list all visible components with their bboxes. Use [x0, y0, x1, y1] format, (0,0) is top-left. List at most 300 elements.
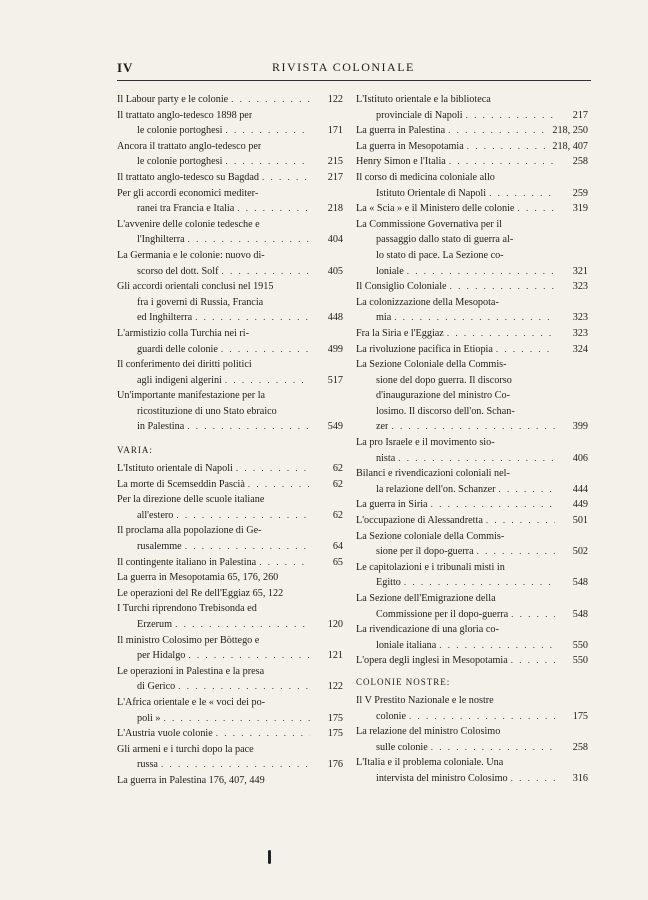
page-reference: 321 [572, 265, 588, 277]
page-reference: 175 [572, 710, 588, 722]
index-entry [117, 633, 343, 664]
leader-dots [185, 539, 310, 555]
index-entry [356, 92, 588, 123]
page-reference: 444 [572, 483, 588, 495]
entry-text: provinciale di Napoli [376, 109, 463, 121]
index-entry [356, 170, 588, 201]
entry-line [117, 404, 343, 420]
page-reference: 399 [572, 421, 588, 433]
entry-text: la relazione dell'on. Schanzer [376, 483, 496, 495]
leader-dots [225, 123, 310, 139]
leader-dots [439, 638, 555, 654]
index-entry [117, 388, 343, 435]
leader-dots [225, 373, 310, 389]
leader-dots [225, 154, 310, 170]
entry-text: in Palestina [137, 421, 185, 433]
entry-line [356, 482, 588, 498]
entry-text: La rivendicazione di una gloria co- [356, 624, 499, 636]
index-entry [117, 570, 343, 586]
index-entry [117, 357, 343, 388]
leader-dots [448, 123, 549, 139]
page-reference: 218, 250 [552, 125, 588, 137]
leader-dots [175, 617, 310, 633]
entry-line [356, 466, 588, 482]
entry-line [117, 492, 343, 508]
leader-dots [466, 108, 555, 124]
header-rule [117, 80, 591, 81]
leader-dots [391, 419, 555, 435]
leader-dots [447, 326, 555, 342]
leader-dots [195, 310, 310, 326]
entry-line [117, 695, 343, 711]
entry-text: russa [137, 759, 158, 771]
left-column [117, 92, 343, 789]
entry-text: La Sezione Coloniale della Commis- [356, 359, 507, 371]
entry-line [356, 123, 588, 139]
page-reference: 550 [572, 639, 588, 651]
entry-line [356, 638, 588, 654]
index-entry [117, 326, 343, 357]
section-heading-colonie-nostre: COLONIE NOSTRE: [356, 676, 451, 687]
entry-text: Egitto [376, 577, 401, 589]
entry-text: colonie [376, 710, 406, 722]
entry-line [356, 279, 588, 295]
entry-text: rusalemme [137, 541, 182, 553]
entry-text: L'Italia e il problema coloniale. Una [356, 757, 504, 769]
entry-text: Erzerum [137, 619, 173, 630]
entry-line [117, 555, 343, 571]
page-reference: 548 [572, 608, 588, 620]
page-reference: 549 [327, 421, 343, 433]
running-title: RIVISTA COLONIALE [272, 60, 415, 74]
entry-text: zer [376, 421, 389, 433]
right-column [356, 92, 588, 787]
entry-line [356, 264, 588, 280]
entry-text: per Hidalgo [137, 650, 186, 662]
index-entry [356, 591, 588, 622]
entry-line [356, 342, 588, 358]
entry-text: La Sezione dell'Emigrazione della [356, 593, 496, 604]
page-reference: 65 [332, 556, 343, 568]
entry-line [117, 419, 343, 435]
entry-text: Per la direzione delle scuole italiane [117, 494, 265, 506]
entry-text: Un'importante manifestazione per la [117, 390, 266, 402]
entry-line [117, 679, 343, 695]
page-reference: 406 [572, 452, 588, 464]
entry-line [117, 461, 343, 477]
colonie-entry-list [356, 693, 588, 787]
entry-text: le colonie portoghesi [137, 156, 223, 168]
index-entry [117, 523, 343, 554]
entry-text: guardi delle colonie [137, 343, 218, 355]
page-reference: 517 [327, 374, 343, 386]
entry-text: lo stato di pace. La Sezione co- [376, 249, 504, 261]
entry-line [356, 139, 588, 155]
page-reference: 316 [572, 772, 588, 784]
entry-text: mia [376, 312, 392, 324]
index-entry [117, 492, 343, 523]
entry-line [117, 264, 343, 280]
entry-line [117, 617, 343, 633]
entry-line [356, 217, 588, 233]
entry-text: La guerra in Palestina [356, 125, 446, 137]
entry-line [356, 771, 588, 787]
leader-dots [176, 508, 310, 524]
leader-dots [188, 648, 310, 664]
index-entry [356, 201, 588, 217]
entry-text: Le operazioni in Palestina e la presa [117, 665, 265, 677]
entry-text: La guerra in Mesopotamia 65, 176, 260 [117, 572, 279, 584]
right-entry-list [356, 92, 588, 669]
page-reference: 258 [572, 156, 588, 168]
leader-dots [499, 482, 556, 498]
page-reference: 501 [572, 515, 588, 527]
entry-line [117, 108, 343, 124]
entry-line [356, 419, 588, 435]
entry-text: La pro Israele e il movimento sio- [356, 437, 495, 449]
page-reference: 122 [327, 681, 343, 693]
entry-line [356, 529, 588, 545]
index-entry [117, 217, 343, 248]
page-reference: 217 [572, 109, 588, 121]
entry-text: La Sezione coloniale della Commis- [356, 530, 505, 542]
entry-line [356, 435, 588, 451]
entry-text: La Germania e le colonie: nuovo di- [117, 249, 265, 261]
entry-text: La morte di Scemseddin Pascià [117, 478, 245, 490]
entry-line [356, 709, 588, 725]
page-reference: 218 [327, 203, 343, 215]
entry-line [356, 575, 588, 591]
leader-dots [187, 419, 310, 435]
entry-text: Le operazioni del Re dell'Eggiaz 65, 122 [117, 587, 284, 599]
leader-dots [248, 477, 310, 493]
entry-line [117, 539, 343, 555]
entry-line [356, 201, 588, 217]
page-reference: 499 [327, 343, 343, 355]
entry-text: La guerra in Palestina 176, 407, 449 [117, 774, 265, 786]
entry-text: l'Inghilterra [137, 234, 185, 246]
leader-dots [161, 757, 310, 773]
entry-text: all'estero [137, 509, 174, 521]
page-reference: 259 [572, 187, 588, 199]
entry-text: L'armistizio colla Turchia nei ri- [117, 327, 249, 339]
page-reference: 548 [572, 577, 588, 589]
entry-line [117, 139, 343, 155]
entry-text: loniale italiana [376, 639, 437, 651]
entry-line [117, 201, 343, 217]
index-entry [117, 186, 343, 217]
entry-line [356, 108, 588, 124]
leader-dots [394, 310, 555, 326]
entry-line [356, 186, 588, 202]
entry-line [117, 586, 343, 602]
entry-line [117, 248, 343, 264]
index-entry [117, 555, 343, 571]
page-reference: 550 [572, 655, 588, 667]
index-entry [356, 295, 588, 326]
entry-line [117, 508, 343, 524]
index-entry [356, 560, 588, 591]
entry-text: Il ministro Colosimo per Bòttego e [117, 634, 260, 646]
page-reference: 324 [572, 343, 588, 355]
leader-dots [259, 555, 310, 571]
page-reference: 62 [332, 463, 343, 475]
entry-line [356, 326, 588, 342]
entry-line [356, 170, 588, 186]
entry-text: La « Scia » e il Ministero delle colonie [356, 203, 515, 215]
leader-dots [467, 139, 550, 155]
index-entry [117, 248, 343, 279]
entry-line [117, 726, 343, 742]
leader-dots [407, 264, 555, 280]
index-entry [117, 695, 343, 726]
leader-dots [222, 264, 311, 280]
entry-text: Il contingente italiano in Palestina [117, 556, 257, 568]
entry-line [117, 123, 343, 139]
leader-dots [231, 92, 310, 108]
entry-line [117, 601, 343, 617]
entry-text: loniale [376, 265, 404, 277]
page-reference: 323 [572, 327, 588, 339]
entry-text: Henry Simon e l'Italia [356, 156, 446, 168]
entry-line [117, 92, 343, 108]
entry-text: La colonizzazione della Mesopota- [356, 296, 499, 308]
entry-text: Il proclama alla popolazione di Ge- [117, 525, 262, 537]
leader-dots [449, 154, 555, 170]
entry-text: I Turchi riprendono Trebisonda ed [117, 603, 257, 615]
entry-line [117, 757, 343, 773]
page-reference: 62 [332, 509, 343, 521]
entry-line [356, 755, 588, 771]
leader-dots [188, 232, 310, 248]
entry-text: sulle colonie [376, 741, 428, 753]
index-entry [117, 108, 343, 139]
entry-text: Gli accordi orientali conclusi nel 1915 [117, 281, 274, 293]
index-entry [117, 742, 343, 773]
entry-line [356, 497, 588, 513]
leader-dots [431, 497, 555, 513]
entry-line [117, 217, 343, 233]
index-entry [117, 726, 343, 742]
entry-text: losimo. Il discorso dell'on. Schan- [376, 405, 515, 417]
page-reference: 217 [327, 171, 343, 183]
entry-line [356, 388, 588, 404]
leader-dots [496, 342, 555, 358]
index-entry [356, 154, 588, 170]
entry-line [117, 664, 343, 680]
page-reference: 319 [572, 203, 588, 215]
leader-dots [178, 679, 310, 695]
index-entry [117, 601, 343, 632]
entry-text: sione del dopo guerra. Il discorso [376, 374, 512, 386]
leader-dots [511, 771, 555, 787]
index-entry [117, 586, 343, 602]
leader-dots [221, 342, 310, 358]
entry-line [117, 477, 343, 493]
index-entry [356, 326, 588, 342]
entry-line [117, 742, 343, 758]
entry-text: Il V Prestito Nazionale e le nostre [356, 694, 494, 706]
index-entry [356, 622, 588, 653]
entry-line [356, 357, 588, 373]
entry-line [356, 693, 588, 709]
index-entry [117, 477, 343, 493]
entry-text: Il Labour party e le colonie [117, 94, 229, 105]
page-reference: 120 [327, 619, 343, 630]
page-reference: 175 [327, 728, 343, 740]
entry-line [356, 544, 588, 560]
entry-line [356, 248, 588, 264]
entry-line [356, 232, 588, 248]
entry-text: ricostituzione di uno Stato ebraico [137, 405, 277, 417]
entry-line [356, 560, 588, 576]
index-entry [356, 357, 588, 435]
entry-text: fra i governi di Russia, Francia [137, 296, 264, 308]
entry-line [117, 570, 343, 586]
entry-line [356, 740, 588, 756]
leader-dots [486, 513, 555, 529]
entry-text: Per gli accordi economici mediter- [117, 187, 259, 199]
page-reference: 171 [327, 125, 343, 137]
section-heading-varia: VARIA: [117, 445, 153, 456]
index-entry [117, 170, 343, 186]
entry-line [356, 154, 588, 170]
leader-dots [237, 201, 310, 217]
page-reference: 258 [572, 741, 588, 753]
entry-line [356, 724, 588, 740]
entry-line [117, 342, 343, 358]
leader-dots [236, 461, 310, 477]
entry-text: L'opera degli inglesi in Mesopotamia [356, 655, 508, 667]
entry-line [356, 653, 588, 669]
index-entry [117, 279, 343, 326]
page-reference: 62 [332, 478, 343, 490]
entry-text: d'inaugurazione del ministro Co- [376, 390, 510, 402]
leader-dots [262, 170, 310, 186]
page-reference: 175 [327, 712, 343, 724]
entry-text: Il conferimento dei diritti politici [117, 359, 252, 371]
leader-dots [511, 607, 555, 623]
page-reference: 323 [572, 281, 588, 293]
index-entry [117, 139, 343, 170]
entry-line [117, 170, 343, 186]
index-entry [356, 497, 588, 513]
entry-line [117, 633, 343, 649]
leader-dots [164, 711, 311, 727]
entry-line [356, 404, 588, 420]
entry-line [117, 357, 343, 373]
entry-line [117, 326, 343, 342]
entry-text: La Commissione Governativa per il [356, 218, 502, 230]
entry-line [117, 373, 343, 389]
entry-line [356, 607, 588, 623]
entry-text: poli » [137, 712, 161, 724]
entry-text: La relazione del ministro Colosimo [356, 726, 501, 738]
page-reference: 121 [327, 650, 343, 662]
leader-dots [431, 740, 555, 756]
page-reference: 449 [572, 499, 588, 511]
entry-text: scorso del dott. Solf [137, 265, 219, 277]
page-reference: 404 [327, 234, 343, 246]
entry-text: intervista del ministro Colosimo [376, 772, 508, 784]
entry-line [117, 154, 343, 170]
page-reference: 215 [327, 156, 343, 168]
leader-dots [409, 709, 555, 725]
leader-dots [450, 279, 555, 295]
index-entry [356, 693, 588, 724]
entry-text: ranei tra Francia e Italia [137, 203, 235, 215]
index-entry [356, 123, 588, 139]
entry-text: sione per il dopo-guerra [376, 546, 474, 558]
entry-text: L'occupazione di Alessandretta [356, 515, 483, 527]
varia-entry-list [117, 461, 343, 788]
entry-line [117, 232, 343, 248]
entry-text: di Gerico [137, 681, 176, 693]
entry-text: La guerra in Siria [356, 499, 428, 511]
entry-text: Le capitolazioni e i tribunali misti in [356, 561, 505, 573]
entry-line [356, 295, 588, 311]
entry-line [117, 648, 343, 664]
entry-text: le colonie portoghesi [137, 125, 223, 137]
entry-line [117, 388, 343, 404]
page-reference: 218, 407 [552, 140, 588, 152]
entry-line [356, 451, 588, 467]
entry-line [117, 523, 343, 539]
entry-text: L'Istituto orientale e la biblioteca [356, 94, 491, 105]
index-entry [356, 342, 588, 358]
index-entry [356, 217, 588, 279]
entry-text: L'Austria vuole colonie [117, 728, 213, 740]
leader-dots [517, 201, 555, 217]
entry-text: ed Inghilterra [137, 312, 193, 324]
entry-line [117, 186, 343, 202]
entry-line [117, 279, 343, 295]
page-reference: 64 [332, 541, 343, 553]
index-entry [356, 755, 588, 786]
leader-dots [489, 186, 555, 202]
entry-text: Il corso di medicina coloniale allo [356, 171, 495, 183]
entry-line [356, 373, 588, 389]
entry-text: Istituto Orientale di Napoli [376, 187, 487, 199]
index-entry [356, 466, 588, 497]
entry-text: Il trattato anglo-tedesco su Bagdad [117, 171, 260, 183]
index-entry [356, 529, 588, 560]
entry-text: Bilanci e rivendicazioni coloniali nel- [356, 468, 510, 480]
entry-line [117, 711, 343, 727]
entry-text: La rivoluzione pacifica in Etiopia [356, 343, 493, 355]
index-entry [117, 92, 343, 108]
entry-text: Fra la Siria e l'Eggiaz [356, 327, 444, 339]
entry-text: Ancora il trattato anglo-tedesco per [117, 140, 262, 152]
entry-line [117, 773, 343, 789]
leader-dots [477, 544, 555, 560]
entry-text: passaggio dallo stato di guerra al- [376, 234, 514, 246]
index-entry [356, 513, 588, 529]
index-entry [356, 279, 588, 295]
entry-text: agli indigeni algerini [137, 374, 222, 386]
page-reference: 405 [327, 265, 343, 277]
entry-line [117, 295, 343, 311]
entry-line [356, 513, 588, 529]
index-entry [117, 664, 343, 695]
index-entry [117, 773, 343, 789]
page-number: IV [117, 60, 134, 75]
entry-text: nista [376, 452, 396, 464]
leader-dots [511, 653, 555, 669]
leader-dots [404, 575, 555, 591]
page-reference: 122 [327, 94, 343, 105]
entry-text: L'avvenire delle colonie tedesche e [117, 218, 260, 230]
